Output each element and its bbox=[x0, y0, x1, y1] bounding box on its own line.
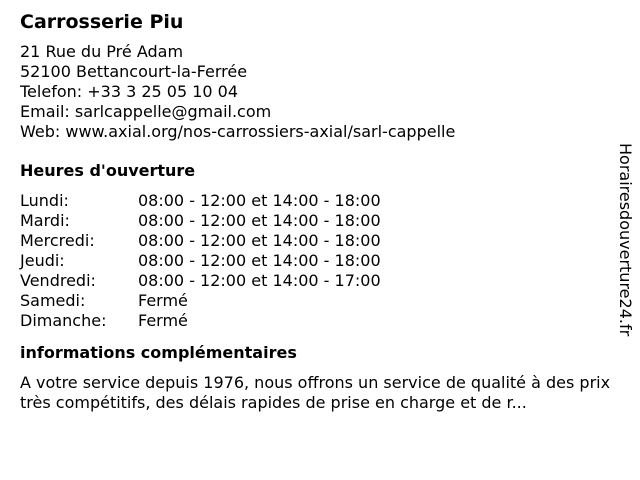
day-hours: Fermé bbox=[138, 311, 188, 330]
hours-row-saturday bbox=[20, 291, 381, 311]
hours-row-monday bbox=[20, 191, 381, 211]
day-label: Mardi: bbox=[20, 211, 70, 230]
day-label: Lundi: bbox=[20, 191, 69, 210]
day-hours: 08:00 - 12:00 et 14:00 - 17:00 bbox=[138, 271, 381, 290]
email-line: Email: sarlcappelle@gmail.com bbox=[20, 102, 272, 121]
hours-row-sunday bbox=[20, 311, 381, 331]
additional-info-heading: informations complémentaires bbox=[20, 343, 297, 362]
opening-hours-heading: Heures d'ouverture bbox=[20, 161, 196, 180]
watermark-text: Horairesdouverture24.fr bbox=[616, 143, 635, 337]
day-hours: 08:00 - 12:00 et 14:00 - 18:00 bbox=[138, 231, 381, 250]
additional-info-text: A votre service depuis 1976, nous offrons un service de qualité à des prix très compétitifs, des délais rapides de prise en charge et de r... bbox=[20, 373, 611, 412]
site-watermark bbox=[612, 135, 638, 345]
opening-hours-table bbox=[20, 191, 381, 331]
hours-row-tuesday bbox=[20, 211, 381, 231]
day-hours: 08:00 - 12:00 et 14:00 - 18:00 bbox=[138, 211, 381, 230]
day-hours: Fermé bbox=[138, 291, 188, 310]
business-card bbox=[20, 10, 610, 413]
address-block bbox=[20, 42, 610, 142]
business-name: Carrosserie Piu bbox=[20, 11, 184, 33]
day-label: Samedi: bbox=[20, 291, 86, 310]
hours-row-wednesday bbox=[20, 231, 381, 251]
day-label: Vendredi: bbox=[20, 271, 96, 290]
day-hours: 08:00 - 12:00 et 14:00 - 18:00 bbox=[138, 251, 381, 270]
street-address: 21 Rue du Pré Adam bbox=[20, 42, 184, 61]
day-label: Jeudi: bbox=[20, 251, 65, 270]
hours-row-friday bbox=[20, 271, 381, 291]
website-line: Web: www.axial.org/nos-carrossiers-axial/sarl-cappelle bbox=[20, 122, 456, 141]
day-label: Mercredi: bbox=[20, 231, 95, 250]
day-hours: 08:00 - 12:00 et 14:00 - 18:00 bbox=[138, 191, 381, 210]
phone-line: Telefon: +33 3 25 05 10 04 bbox=[20, 82, 239, 101]
hours-row-thursday bbox=[20, 251, 381, 271]
postal-city: 52100 Bettancourt-la-Ferrée bbox=[20, 62, 248, 81]
day-label: Dimanche: bbox=[20, 311, 107, 330]
